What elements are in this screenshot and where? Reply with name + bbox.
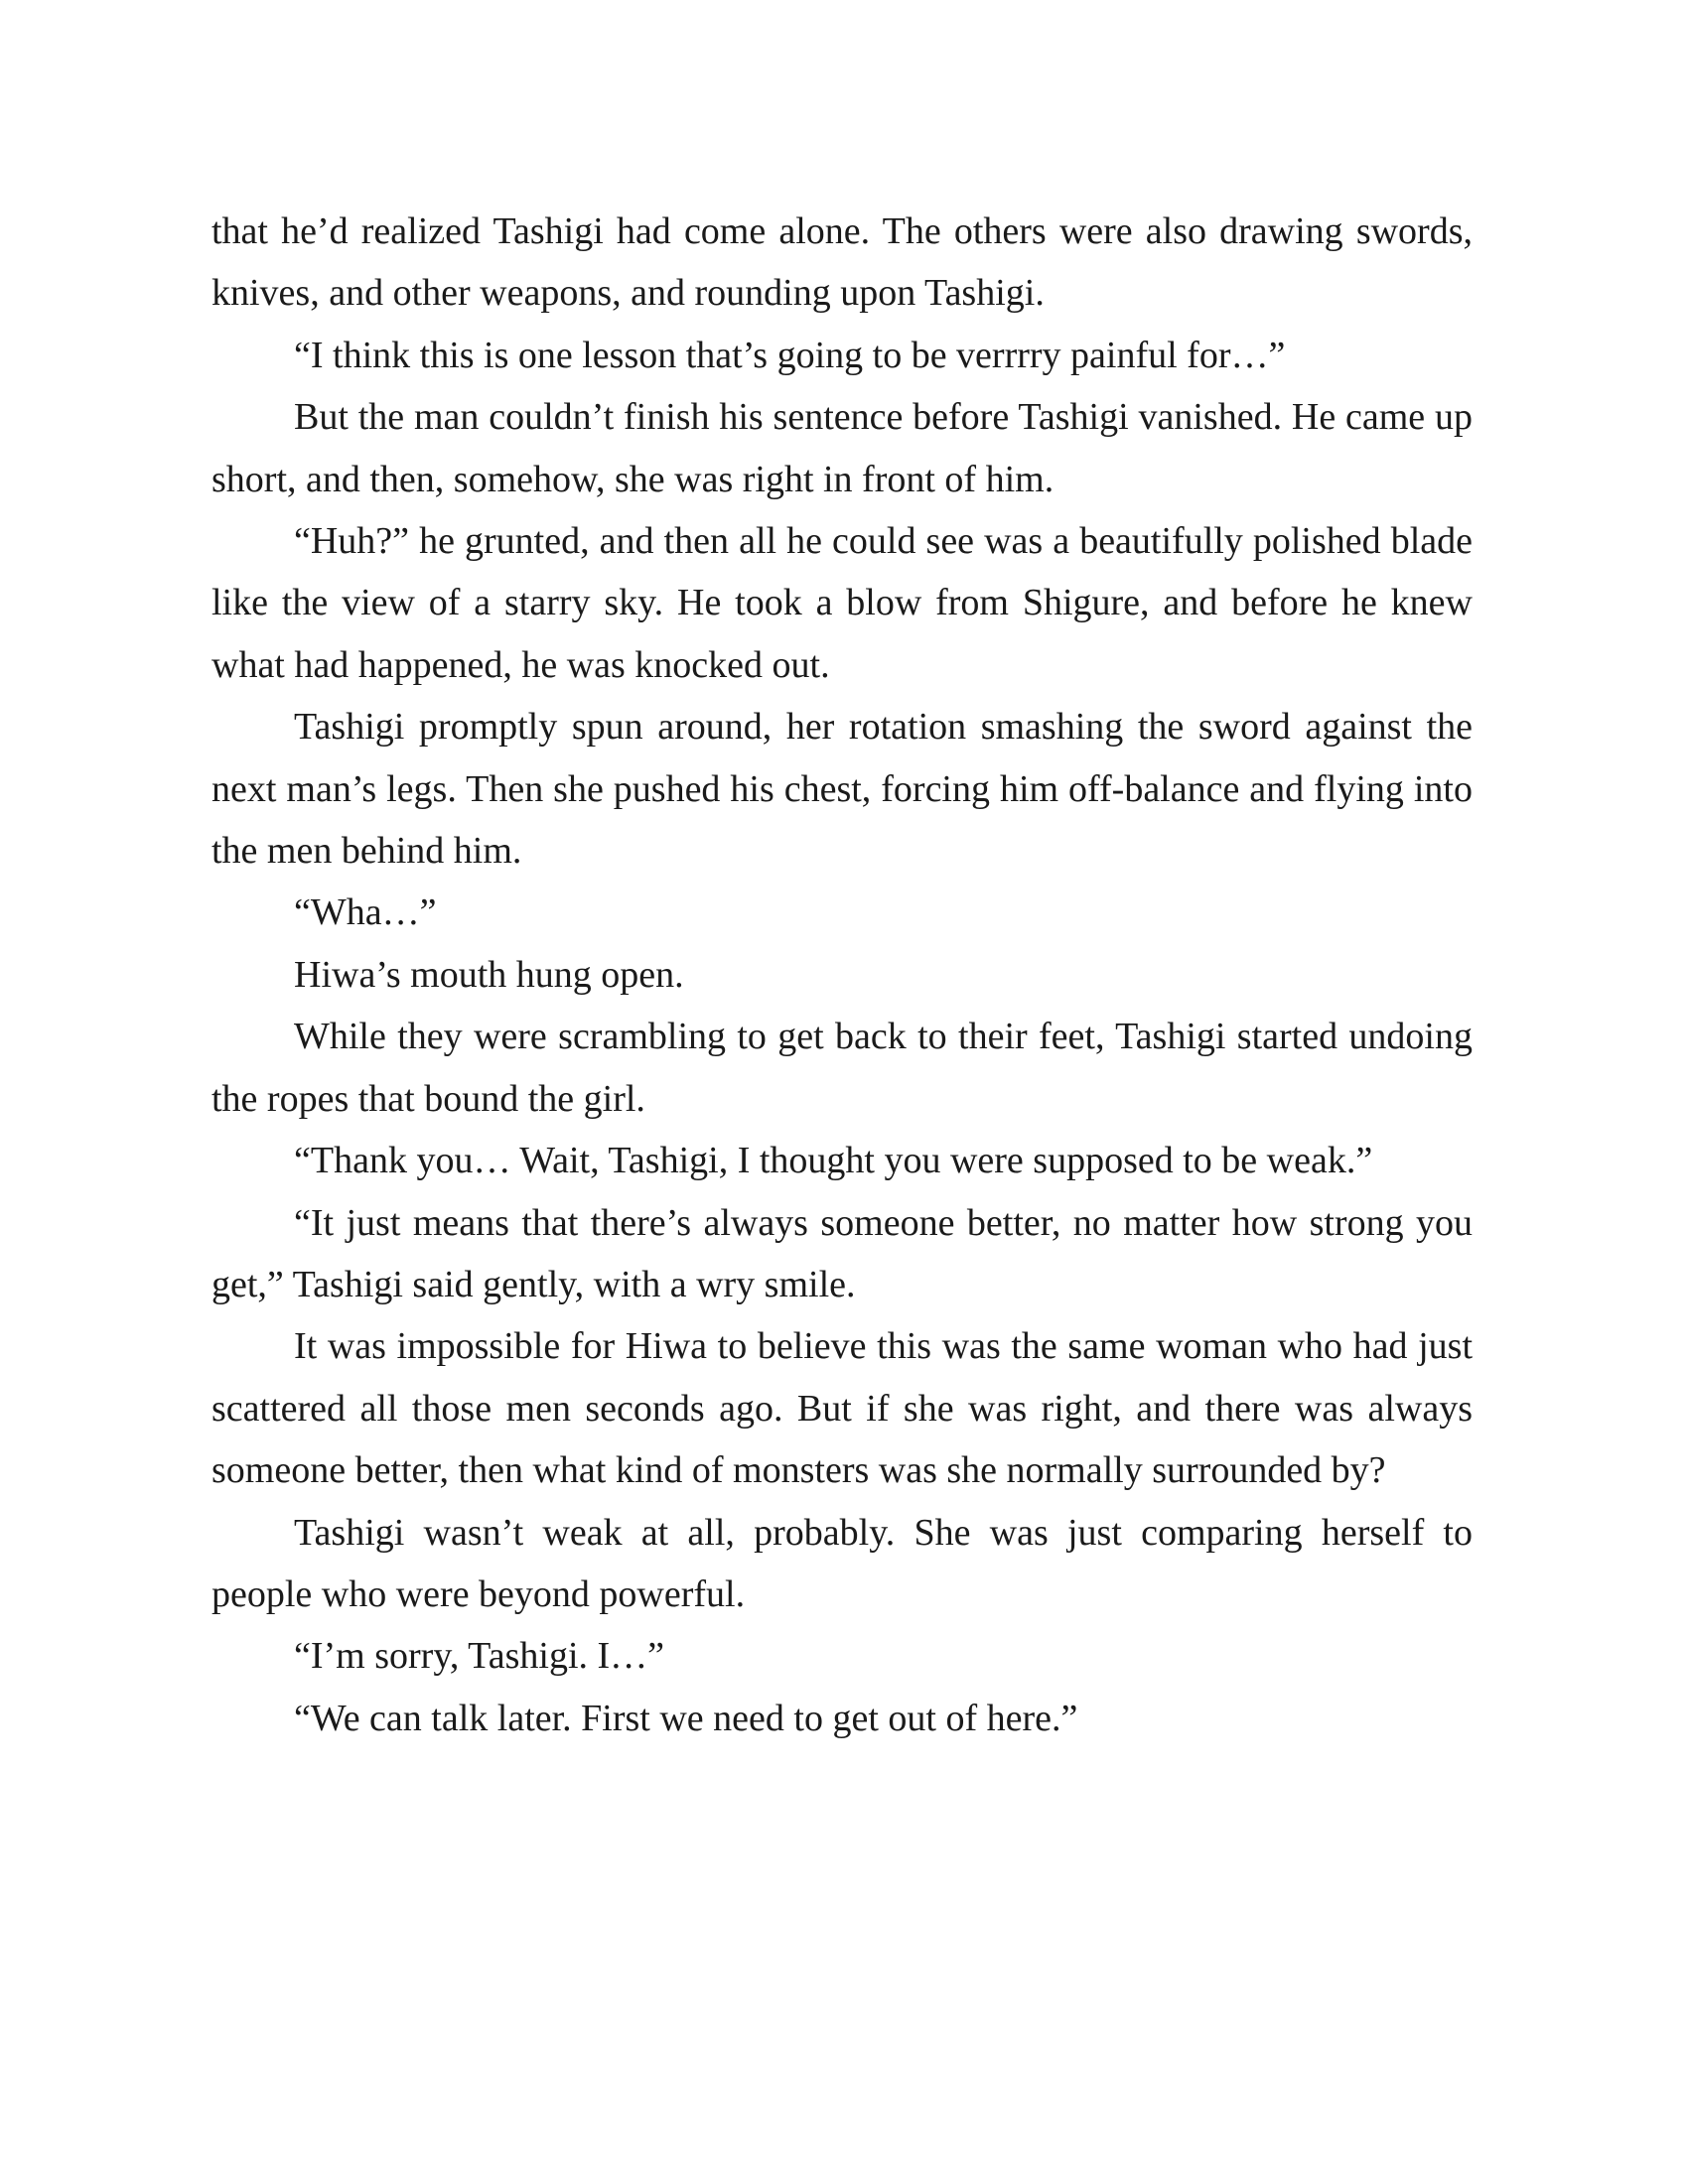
paragraph: Tashigi wasn’t weak at all, probably. She was just comparing herself to people who were beyond powerful. — [211, 1511, 1473, 1615]
paragraph: “Huh?” he grunted, and then all he could see was a beautifully polished blade like the view of a starry sky. He took a blow from Shigure, and before he knew what had happened, he was knocked out. — [211, 520, 1473, 686]
paragraph: “We can talk later. First we need to get out of here.” — [294, 1697, 1078, 1739]
paragraph: It was impossible for Hiwa to believe this was the same woman who had just scattered all those men seconds ago. But if she was right, and there was always someone better, then what kind of monsters was she normally surrounded by? — [211, 1325, 1473, 1492]
paragraph: But the man couldn’t finish his sentence before Tashigi vanished. He came up short, and then, somehow, she was right in front of him. — [211, 396, 1473, 500]
paragraph: Hiwa’s mouth hung open. — [294, 953, 684, 996]
paragraph: that he’d realized Tashigi had come alone. The others were also drawing swords, knives, and other weapons, and rounding upon Tashigi. — [211, 210, 1473, 315]
paragraph: Tashigi promptly spun around, her rotation smashing the sword against the next man’s legs. Then she pushed his chest, forcing him off-balance and flying into the men behind him. — [211, 706, 1473, 873]
paragraph: “I think this is one lesson that’s going to be verrrry painful for…” — [294, 334, 1286, 376]
paragraph: “I’m sorry, Tashigi. I…” — [294, 1635, 665, 1678]
paragraph: “Thank you… Wait, Tashigi, I thought you were supposed to be weak.” — [294, 1140, 1373, 1182]
paragraph: “Wha…” — [294, 891, 437, 934]
body-text — [211, 201, 1473, 1749]
paragraph: While they were scrambling to get back to their feet, Tashigi started undoing the ropes that bound the girl. — [211, 1016, 1473, 1120]
paragraph: “It just means that there’s always someone better, no matter how strong you get,” Tashigi said gently, with a wry smile. — [211, 1201, 1473, 1305]
